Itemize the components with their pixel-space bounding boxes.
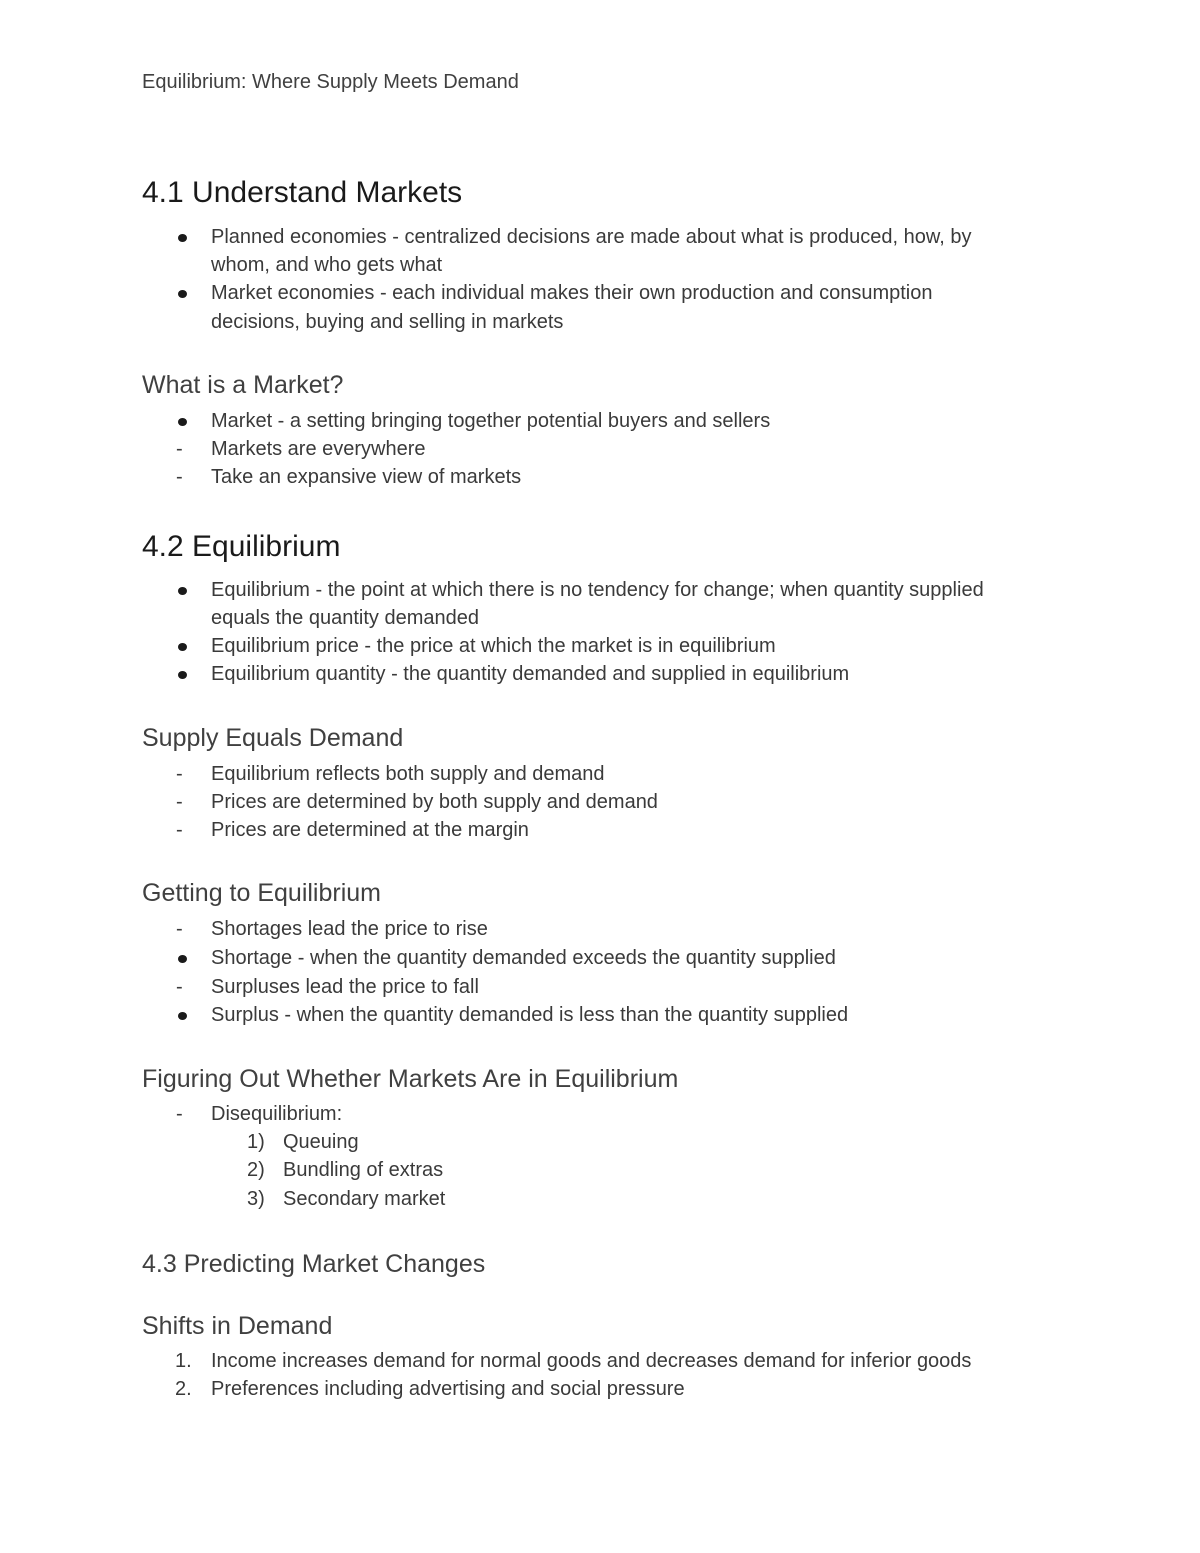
- list-item: Surplus - when the quantity demanded is less than the quantity supplied: [211, 1004, 849, 1026]
- list-item: Income increases demand for normal goods and decreases demand for inferior goods: [211, 1350, 972, 1372]
- list-number: 1.: [175, 1350, 192, 1372]
- bullet-dot: [178, 418, 187, 426]
- list-item-line: Equilibrium - the point at which there is no tendency for change; when quantity supplied: [211, 579, 984, 601]
- heading-what-is-a-market: What is a Market?: [142, 371, 344, 399]
- dash-marker: -: [176, 438, 183, 460]
- dash-marker: -: [176, 1103, 183, 1125]
- bullet-dot: [178, 643, 187, 651]
- heading-supply-equals-demand: Supply Equals Demand: [142, 724, 404, 752]
- list-item-line: equals the quantity demanded: [211, 607, 479, 629]
- list-item: Market - a setting bringing together potential buyers and sellers: [211, 410, 771, 432]
- list-item: Shortage - when the quantity demanded exceeds the quantity supplied: [211, 947, 836, 969]
- dash-marker: -: [176, 791, 183, 813]
- list-item: Prices are determined at the margin: [211, 819, 529, 841]
- list-item: Markets are everywhere: [211, 438, 426, 460]
- list-item: Equilibrium reflects both supply and demand: [211, 763, 605, 785]
- list-item: Equilibrium price - the price at which the market is in equilibrium: [211, 635, 776, 657]
- list-item-line: Planned economies - centralized decisions are made about what is produced, how, by: [211, 226, 972, 248]
- list-item: Disequilibrium:: [211, 1103, 343, 1125]
- sub-list-item: Queuing: [283, 1131, 359, 1153]
- sub-list-number: 1): [247, 1131, 265, 1153]
- list-item: Equilibrium quantity - the quantity demanded and supplied in equilibrium: [211, 663, 850, 685]
- list-number: 2.: [175, 1378, 192, 1400]
- list-item-line: whom, and who gets what: [211, 254, 443, 276]
- heading-shifts-in-demand: Shifts in Demand: [142, 1312, 333, 1340]
- sub-list-number: 2): [247, 1159, 265, 1181]
- document-header-title: Equilibrium: Where Supply Meets Demand: [142, 71, 519, 93]
- list-item-line: Market economies - each individual makes their own production and consumption: [211, 282, 933, 304]
- bullet-dot: [178, 234, 187, 242]
- heading-getting-to-equilibrium: Getting to Equilibrium: [142, 879, 382, 907]
- dash-marker: -: [176, 918, 183, 940]
- dash-marker: -: [176, 466, 183, 488]
- list-item: Preferences including advertising and social pressure: [211, 1378, 685, 1400]
- bullet-dot: [178, 587, 187, 595]
- sub-list-item: Bundling of extras: [283, 1159, 444, 1181]
- list-item: Surpluses lead the price to fall: [211, 976, 479, 998]
- dash-marker: -: [176, 976, 183, 998]
- sub-list-item: Secondary market: [283, 1188, 446, 1210]
- bullet-dot: [178, 955, 187, 963]
- list-item: Take an expansive view of markets: [211, 466, 522, 488]
- heading-figuring-out: Figuring Out Whether Markets Are in Equilibrium: [142, 1065, 679, 1093]
- heading-4-3: 4.3 Predicting Market Changes: [142, 1250, 486, 1278]
- bullet-dot: [178, 1012, 187, 1020]
- sub-list-number: 3): [247, 1188, 265, 1210]
- dash-marker: -: [176, 819, 183, 841]
- list-item: Prices are determined by both supply and demand: [211, 791, 658, 813]
- bullet-dot: [178, 671, 187, 679]
- heading-4-2: 4.2 Equilibrium: [142, 530, 341, 563]
- list-item: Shortages lead the price to rise: [211, 918, 488, 940]
- heading-4-1: 4.1 Understand Markets: [142, 176, 463, 209]
- list-item-line: decisions, buying and selling in markets: [211, 311, 564, 333]
- bullet-dot: [178, 290, 187, 298]
- dash-marker: -: [176, 763, 183, 785]
